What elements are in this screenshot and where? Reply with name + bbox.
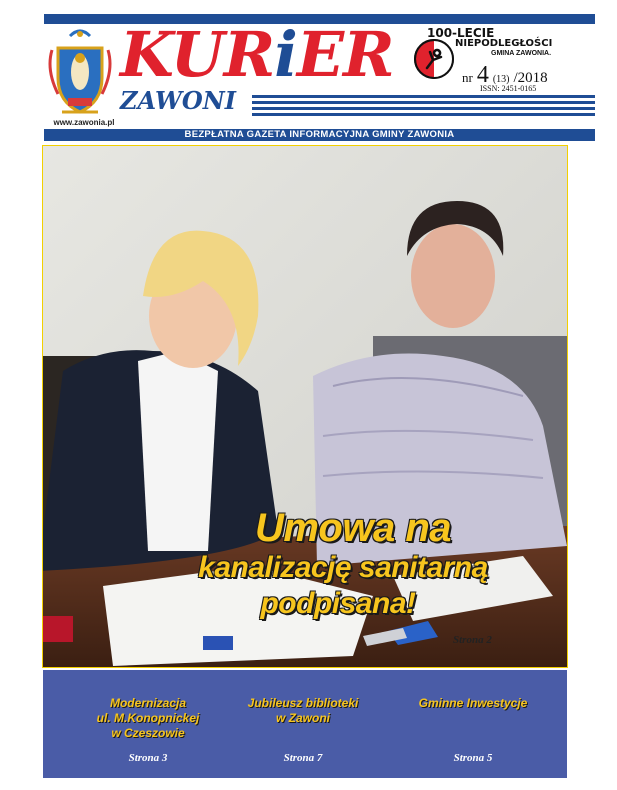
issue-year: /2018 bbox=[513, 70, 548, 86]
issue-num: 4 bbox=[476, 62, 489, 88]
cover-headline bbox=[123, 506, 543, 622]
teaser-item[interactable] bbox=[63, 696, 233, 764]
teaser-item[interactable] bbox=[218, 696, 388, 764]
cover-page-ref: Strona 2 bbox=[453, 634, 492, 646]
issue-nr-label: nr bbox=[462, 70, 473, 85]
issn: ISSN: 2451-0165 bbox=[480, 84, 537, 93]
masthead-stripes bbox=[252, 95, 595, 117]
teaser-item[interactable] bbox=[388, 696, 558, 764]
teaser-panel bbox=[43, 670, 567, 778]
teaser-page-ref: Strona 3 bbox=[128, 752, 168, 764]
cover-photo bbox=[43, 146, 567, 667]
title-part-2: ER bbox=[296, 18, 394, 91]
issue-overall: (13) bbox=[492, 74, 510, 85]
teaser-title-line: w Czeszowie bbox=[111, 726, 185, 740]
newspaper-subtitle: ZAWONI bbox=[120, 86, 236, 115]
teaser-title-line: ul. M.Konopnickej bbox=[96, 711, 200, 725]
website-url: www.zawonia.pl bbox=[53, 118, 115, 127]
title-part-1: KUR bbox=[120, 18, 275, 91]
teaser-page-ref: Strona 5 bbox=[453, 752, 493, 764]
headline-line-2: kanalizację sanitarną bbox=[198, 551, 488, 584]
jubilee-line-3: GMINA ZAWONIA. bbox=[491, 50, 552, 57]
jubilee-line-1: 100-LECIE bbox=[427, 26, 495, 40]
teaser-title-line: Gminne Inwestycje bbox=[418, 696, 528, 710]
teaser-title-line: Modernizacja bbox=[109, 696, 187, 710]
teaser-title-line: Jubileusz biblioteki bbox=[247, 696, 359, 710]
headline-line-1: Umowa na bbox=[254, 506, 452, 550]
newspaper-title bbox=[120, 18, 394, 91]
coat-of-arms-icon bbox=[48, 28, 112, 118]
tagline-bar: BEZPŁATNA GAZETA INFORMACYJNA GMINY ZAWONIA bbox=[44, 129, 595, 141]
teaser-page-ref: Strona 7 bbox=[283, 752, 323, 764]
jubilee-line-2: NIEPODLEGŁOŚCI bbox=[455, 38, 553, 49]
teaser-title-line: w Zawoni bbox=[276, 711, 330, 725]
headline-line-3: podpisana! bbox=[260, 587, 416, 620]
independence-anniversary-logo-icon bbox=[413, 38, 455, 80]
title-letter-i: i bbox=[274, 18, 297, 91]
